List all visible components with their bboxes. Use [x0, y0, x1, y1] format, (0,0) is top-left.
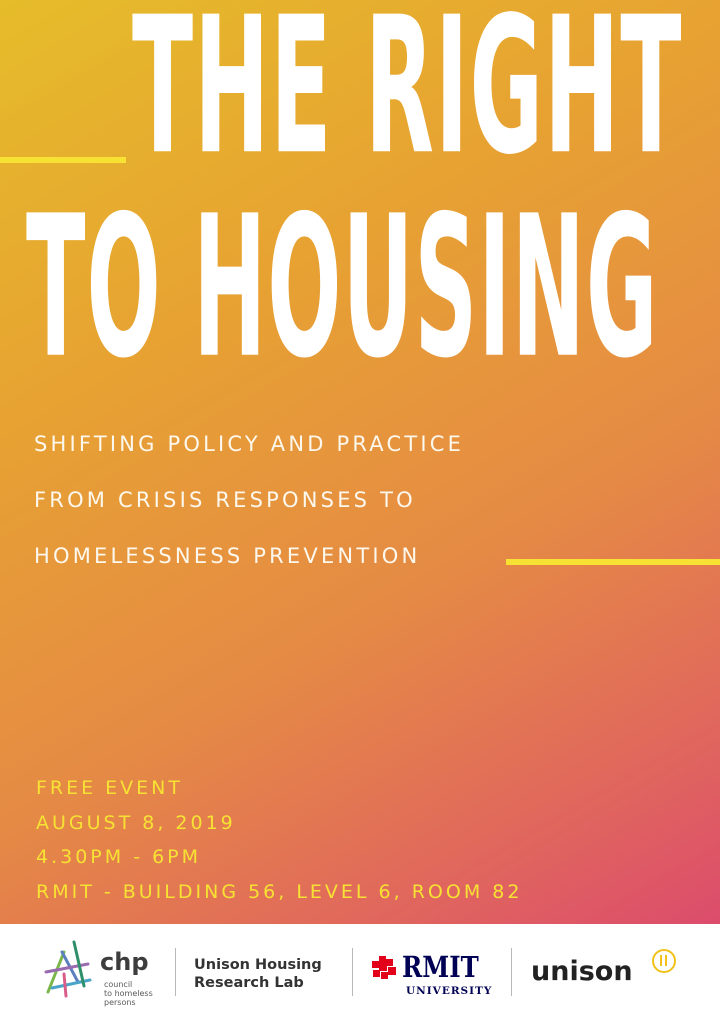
- headline-line-1: THE RIGHT: [132, 0, 683, 197]
- event-price: FREE EVENT: [36, 777, 184, 799]
- unison-lab-line-1: Unison Housing: [194, 957, 322, 973]
- subtitle-line-1: SHIFTING POLICY AND PRACTICE: [34, 432, 465, 456]
- ll-circle-icon: [651, 948, 677, 974]
- pixel-mark-icon: [370, 956, 400, 982]
- unison-housing-research-lab-logo: [194, 956, 322, 992]
- chp-tagline-line-2: to homeless: [104, 989, 153, 998]
- accent-rule-middle: [506, 559, 720, 565]
- rmit-university-logo: [370, 950, 498, 1000]
- sponsor-logo-strip: [0, 924, 720, 1018]
- rmit-wordmark: RMIT: [402, 950, 479, 984]
- subtitle-line-2: FROM CRISIS RESPONSES TO: [34, 488, 416, 512]
- event-date: AUGUST 8, 2019: [36, 812, 236, 834]
- headline-line-2: TO HOUSING: [26, 172, 659, 402]
- chp-tagline-line-3: persons: [104, 998, 136, 1007]
- logo-divider: [352, 948, 353, 996]
- house-sticks-icon: [44, 940, 100, 1000]
- chp-tagline-line-1: council: [104, 980, 133, 989]
- accent-rule-top: [0, 157, 126, 163]
- unison-logo: [531, 948, 691, 1000]
- subtitle-line-3: HOMELESSNESS PREVENTION: [34, 544, 421, 568]
- chp-wordmark: chp: [100, 948, 149, 976]
- unison-lab-line-2: Research Lab: [194, 975, 304, 991]
- rmit-university-label: UNIVERSITY: [406, 985, 493, 997]
- logo-divider: [175, 948, 176, 996]
- event-location: RMIT - BUILDING 56, LEVEL 6, ROOM 82: [36, 881, 523, 903]
- unison-wordmark: unison: [531, 956, 633, 987]
- chp-logo: [44, 940, 168, 1010]
- event-time: 4.30PM - 6PM: [36, 846, 202, 868]
- logo-divider: [511, 948, 512, 996]
